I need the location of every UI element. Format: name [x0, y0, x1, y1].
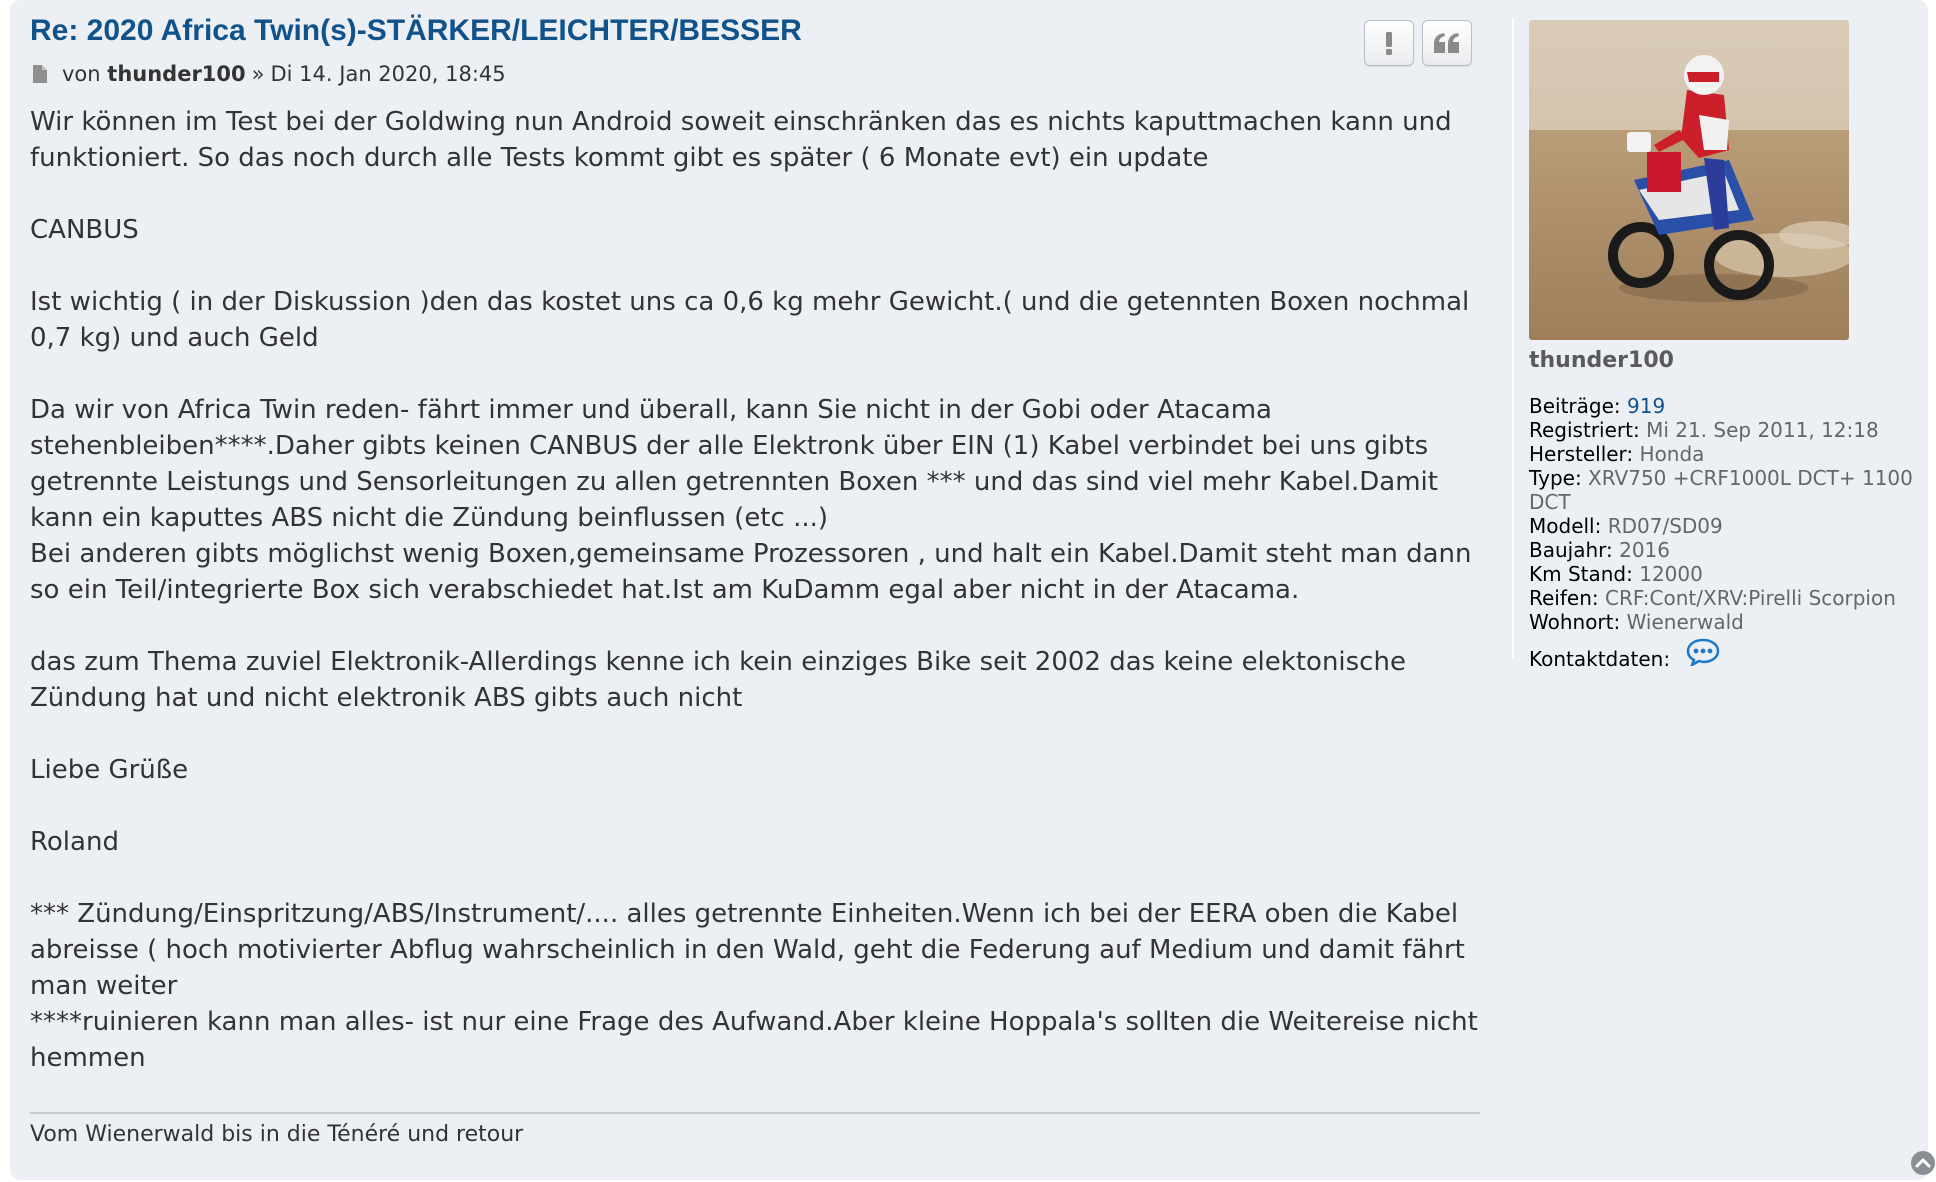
tires-label: Reifen:	[1529, 586, 1599, 610]
post-meta	[30, 60, 1492, 88]
post-date: Di 14. Jan 2020, 18:45	[270, 62, 506, 86]
tires-value: CRF:Cont/XRV:Pirelli Scorpion	[1604, 586, 1896, 610]
profile-type-row	[1529, 466, 1929, 514]
quote-button[interactable]	[1422, 20, 1472, 66]
speech-bubble-icon[interactable]	[1686, 638, 1720, 671]
km-label: Km Stand:	[1529, 562, 1633, 586]
post-buttons	[1364, 20, 1472, 66]
post-title-link[interactable]: Re: 2020 Africa Twin(s)-STÄRKER/LEICHTER/BESSER	[30, 14, 802, 47]
model-label: Modell:	[1529, 514, 1602, 538]
year-label: Baujahr:	[1529, 538, 1613, 562]
post-profile	[1529, 20, 1929, 671]
profile-divider	[1512, 18, 1514, 658]
profile-km-row	[1529, 562, 1929, 586]
year-value: 2016	[1619, 538, 1671, 562]
type-value: XRV750 +CRF1000L DCT+ 1100 DCT	[1529, 466, 1913, 514]
location-value: Wienerwald	[1626, 610, 1744, 634]
maker-value: Honda	[1639, 442, 1705, 466]
exclamation-icon	[1384, 30, 1394, 56]
profile-location-row	[1529, 610, 1929, 634]
posts-count-link[interactable]: 919	[1627, 394, 1666, 418]
profile-posts-row	[1529, 394, 1929, 418]
avatar[interactable]	[1529, 20, 1849, 340]
contact-label: Kontaktdaten:	[1529, 647, 1671, 671]
type-label: Type:	[1529, 466, 1582, 490]
profile-username[interactable]: thunder100	[1529, 348, 1674, 373]
location-label: Wohnort:	[1529, 610, 1621, 634]
profile-contact-row	[1529, 638, 1929, 671]
maker-label: Hersteller:	[1529, 442, 1634, 466]
profile-maker-row	[1529, 442, 1929, 466]
registered-value: Mi 21. Sep 2011, 12:18	[1646, 418, 1879, 442]
post-container	[10, 0, 1928, 1180]
report-button[interactable]	[1364, 20, 1414, 66]
meta-separator: »	[251, 62, 265, 86]
registered-label: Registriert:	[1529, 418, 1640, 442]
profile-year-row	[1529, 538, 1929, 562]
post-body	[30, 12, 1492, 1076]
profile-registered-row	[1529, 418, 1929, 442]
back-to-top-button[interactable]	[1910, 1150, 1936, 1176]
profile-model-row	[1529, 514, 1929, 538]
post-content: Wir können im Test bei der Goldwing nun Android soweit einschränken das es nichts kaputtmachen kann und funktioniert. So das noch durch alle Tests kommt gibt es später ( 6 Monate evt) ein update CANBUS Ist wichtig ( in der Diskussion )den das kostet uns ca 0,6 kg mehr Gewicht.( und die getennten Boxen nochmal 0,7 kg) und auch Geld Da wir von Africa Twin reden- fährt immer und überall, kann Sie nicht in der Gobi oder Atacama stehenbleiben****.Daher gibts keinen CANBUS der alle Elektronk über EIN (1) Kabel verbindet bei uns gibts getrennte Leistungs und Sensorleitungen zu allen getrennten Boxen *** und das sind viel mehr Kabel.Damit kann ein kaputtes ABS nicht die Zündung beinflussen (etc ...) Bei anderen gibts möglichst wenig Boxen,gemeinsame Prozessoren , und halt ein Kabel.Damit steht man dann so ein Teil/integrierte Box sich verabschiedet hat.Ist am KuDamm egal aber nicht in der Atacama. das zum Thema zuviel Elektronik-Allerdings kenne ich kein einziges Bike seit 2002 das keine elektonische Zündung hat und nicht elektronik ABS gibts auch nicht Liebe Grüße Roland *** Zündung/Einspritzung/ABS/Instrument/.... alles getrennte Einheiten.Wenn ich bei der EERA oben die Kabel abreisse ( hoch motivierter Abflug wahrscheinlich in den Wald, geht die Federung auf Medium und damit fährt man weiter ****ruinieren kann man alles- ist nur eine Frage des Aufwand.Aber kleine Hoppala's sollten die Weitereise nicht hemmen	[30, 107, 1478, 1073]
km-value: 12000	[1639, 562, 1703, 586]
motorcycle-rider-photo	[1529, 20, 1849, 340]
meta-by-label: von	[62, 62, 101, 86]
post-document-icon[interactable]	[32, 64, 48, 84]
chevron-up-circle-icon	[1910, 1161, 1936, 1180]
model-value: RD07/SD09	[1607, 514, 1723, 538]
profile-details	[1529, 394, 1929, 671]
posts-label: Beiträge:	[1529, 394, 1621, 418]
post-signature: Vom Wienerwald bis in die Ténéré und retour	[30, 1112, 1480, 1150]
profile-tires-row	[1529, 586, 1929, 610]
post-author-link[interactable]: thunder100	[107, 62, 246, 86]
quote-icon	[1433, 32, 1461, 54]
